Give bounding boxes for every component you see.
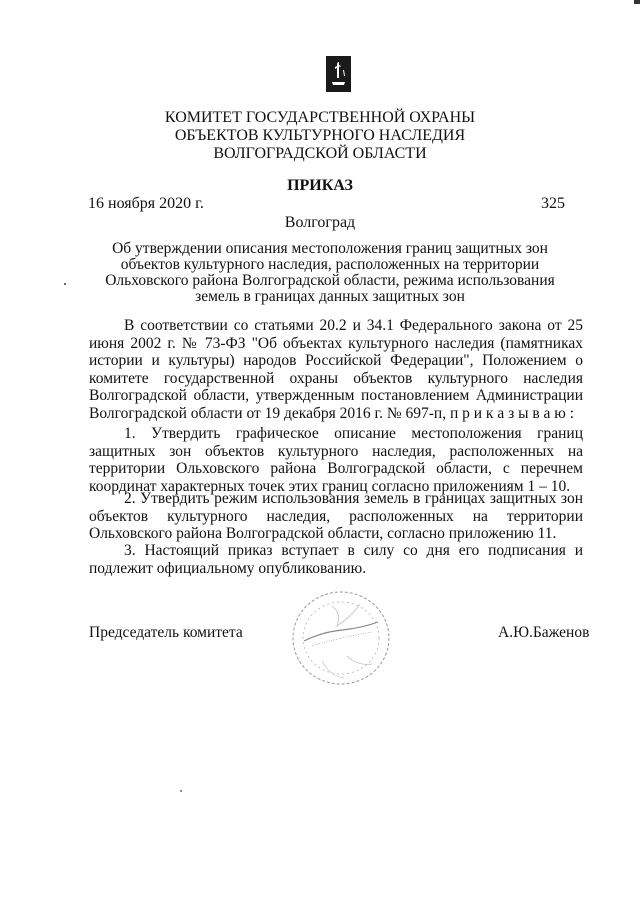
official-seal-icon: [282, 586, 400, 694]
scan-speck: [180, 790, 182, 792]
order-item-3: 3. Настоящий приказ вступает в силу со дня его подписания и подлежит официальному опубликованию.: [89, 542, 583, 577]
org-name-line-2: ОБЪЕКТОВ КУЛЬТУРНОГО НАСЛЕДИЯ: [174, 127, 466, 144]
scan-corner-mark: [634, 0, 640, 4]
signer-name: А.Ю.Баженов: [498, 624, 590, 641]
org-name-line-1: КОМИТЕТ ГОСУДАРСТВЕННОЙ ОХРАНЫ: [164, 109, 476, 126]
order-city: Волгоград: [284, 214, 356, 231]
order-date: 16 ноября 2020 г.: [88, 195, 204, 212]
order-item-1: 1. Утвердить графическое описание местоположения границ защитных зон объектов культурного наследия, расположенных на территории Ольховского района Волгоградской области, с перечнем координат характерных точек этих границ согласно приложениям 1 – 10.: [89, 425, 583, 495]
org-name-line-3: ВОЛГОГРАДСКОЙ ОБЛАСТИ: [213, 145, 427, 162]
signer-title: Председатель комитета: [89, 624, 243, 641]
order-number: 325: [541, 195, 565, 212]
scan-speck: [64, 283, 66, 285]
volgograd-emblem-icon: [326, 56, 351, 92]
order-subject: Об утверждении описания местоположения границ защитных зон объектов культурного наследия, расположенных на территории Ольховского района Волгоградской области, режима использования земель в границах данных защитных зон: [105, 240, 555, 305]
order-title: ПРИКАЗ: [287, 177, 353, 194]
order-item-2: 2. Утвердить режим использования земель в границах защитных зон объектов культурного наследия, расположенных на территории Ольховского района Волгоградской области, согласно приложению 11.: [89, 490, 583, 543]
preamble-paragraph: В соответствии со статьями 20.2 и 34.1 Федерального закона от 25 июня 2002 г. № 73-ФЗ "Об объектах культурного наследия (памятниках истории и культуры) народов Российской Федерации", Положением о комитете государственной охраны объектов культурного наследия Волгоградской области, утвержденным постановлением Администрации Волгоградской области от 19 декабря 2016 г. № 697-п, п р и к а з ы в а ю :: [89, 317, 583, 422]
